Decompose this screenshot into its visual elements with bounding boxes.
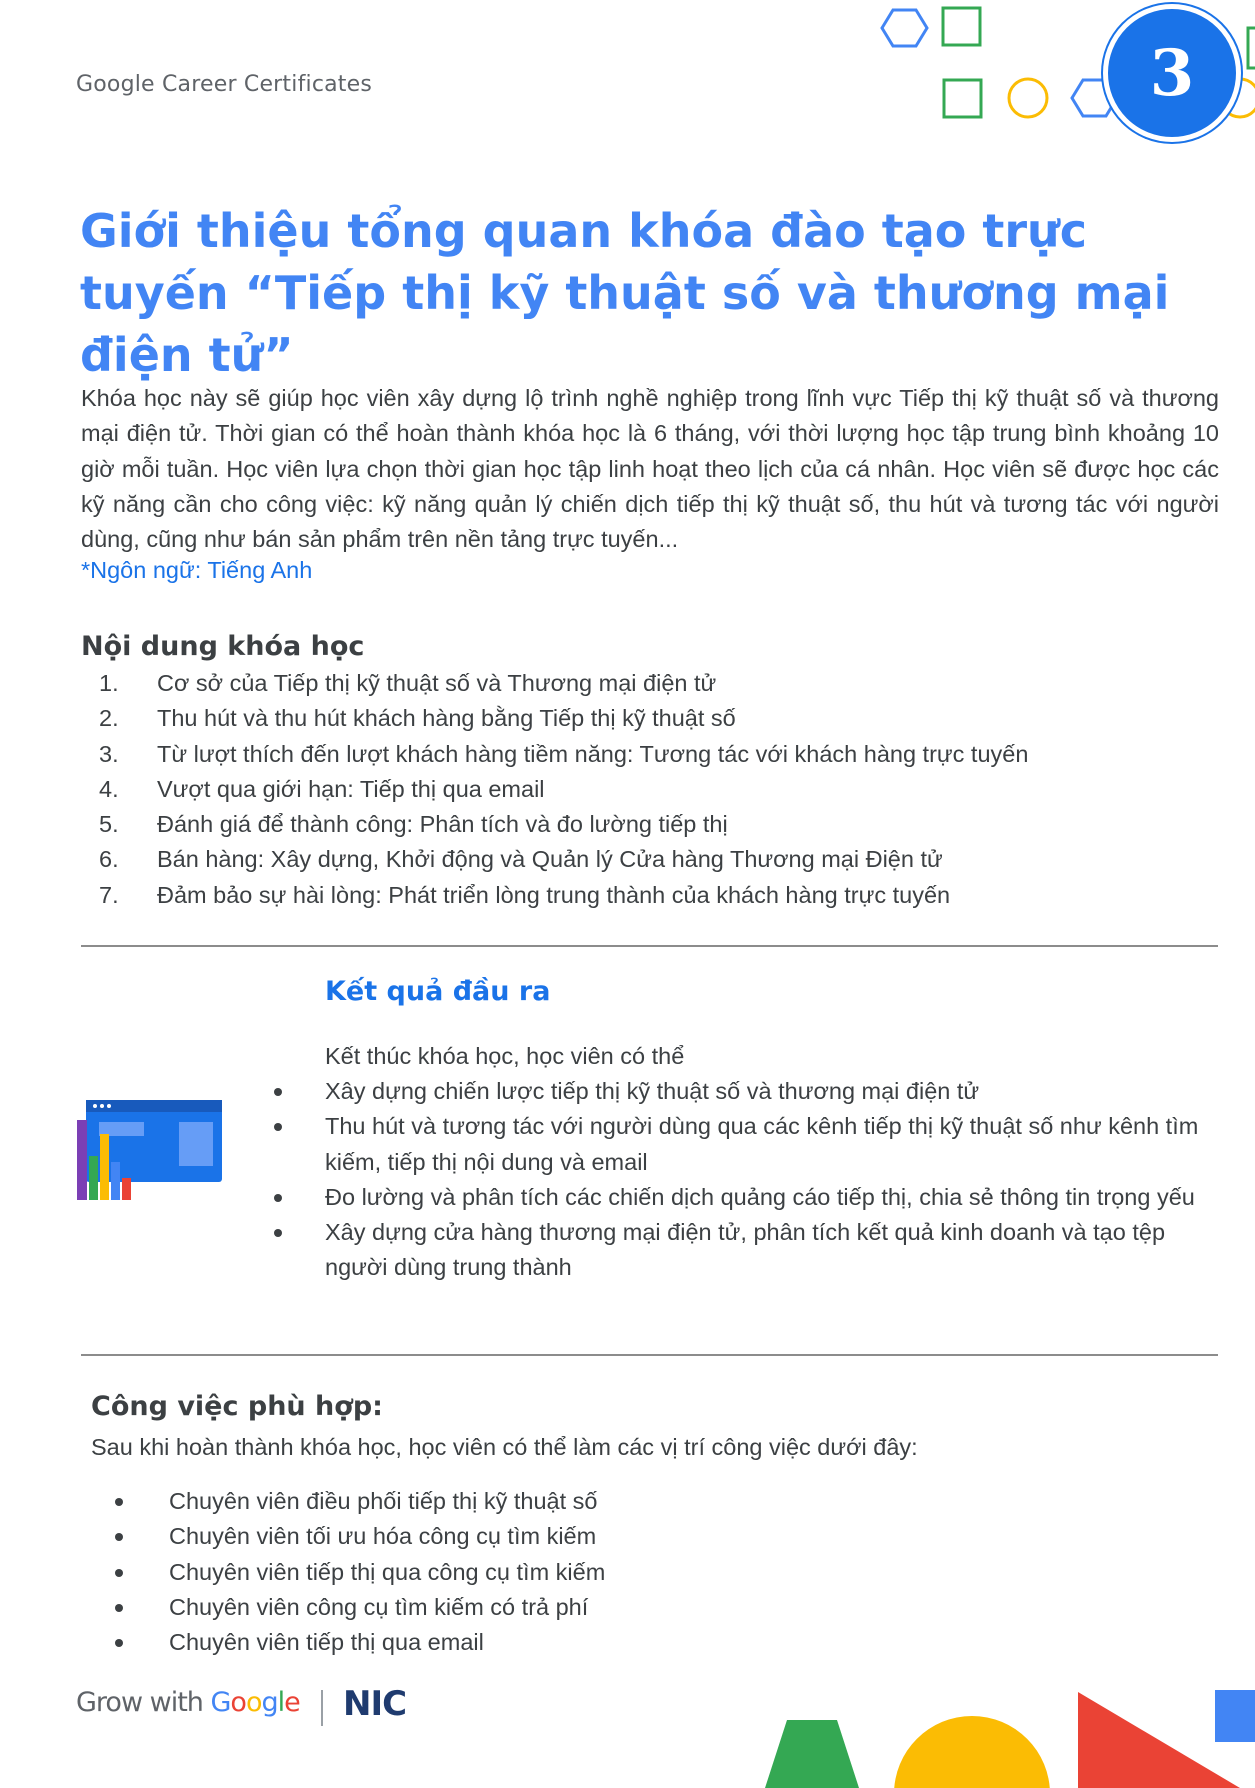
circle-shape (894, 1716, 1050, 1788)
intro-paragraph: Khóa học này sẽ giúp học viên xây dựng lộ trình nghề nghiệp trong lĩnh vực Tiếp thị kỹ thuật số và thương mại điện tử. Thời gian có thể hoàn thành khóa học là 6 tháng, với thời lượng học tập trung bình khoảng 10 giờ mỗi tuần. Học viên lựa chọn thời gian học tập linh hoạt theo lịch của cá nhân. Học viên sẽ được học các kỹ năng cần cho công việc: kỹ năng quản lý chiến dịch tiếp thị kỹ thuật số, thu hút và tương tác với người dùng, cũng như bán sản phẩm trên nền tảng trực tuyến... (81, 385, 1219, 553)
list-item-text: Chuyên viên điều phối tiếp thị kỹ thuật số (169, 1488, 598, 1514)
list-item-text: Thu hút và tương tác với người dùng qua các kênh tiếp thị kỹ thuật số như kênh tìm kiếm, tiếp thị nội dung và email (325, 1113, 1199, 1175)
list-item-text: Xây dựng chiến lược tiếp thị kỹ thuật số và thương mại điện tử (325, 1078, 980, 1104)
list-number: 3. (99, 740, 119, 767)
square-shape (1248, 28, 1255, 68)
hexagon-shape (765, 1720, 859, 1788)
jobs-heading: Công việc phù hợp: (91, 1391, 383, 1422)
list-item-text: Chuyên viên tối ưu hóa công cụ tìm kiếm (169, 1523, 597, 1550)
logo-letter: g (261, 1687, 278, 1718)
list-number: 1. (99, 670, 119, 696)
list-number: 5. (99, 811, 119, 838)
outcomes-intro: Kết thúc khóa học, học viên có thể (325, 1043, 685, 1069)
jobs-intro: Sau khi hoàn thành khóa học, học viên có thể làm các vị trí công việc dưới đây: (91, 1434, 918, 1460)
bullet-icon (115, 1604, 123, 1612)
bullet-icon (274, 1088, 282, 1096)
logo-prefix: Grow with (76, 1687, 211, 1718)
list-item (110, 1484, 605, 1519)
bullet-icon (115, 1498, 123, 1506)
page-title: Giới thiệu tổng quan khóa đào tạo trực tuyến “Tiếp thị kỹ thuật số và thương mại điện tử” (80, 204, 1170, 382)
outcomes-list (270, 1074, 1200, 1286)
list-item-text: Vượt qua giới hạn: Tiếp thị qua email (157, 775, 545, 802)
list-item (110, 1519, 605, 1554)
list-item-text: Chuyên viên công cụ tìm kiếm có trả phí (169, 1593, 589, 1620)
list-item (110, 1555, 605, 1590)
list-item (81, 842, 1028, 877)
list-number: 7. (99, 881, 119, 908)
course-content-heading: Nội dung khóa học (81, 631, 365, 662)
bullet-icon (274, 1194, 282, 1202)
bullet-icon (274, 1229, 282, 1237)
list-item (81, 737, 1028, 772)
dashboard-chart-icon (75, 1100, 227, 1204)
decorative-shapes-bottom (740, 1660, 1255, 1788)
logo-letter: o (245, 1687, 262, 1718)
course-content-list (81, 666, 1028, 913)
list-item-text: Đánh giá để thành công: Phân tích và đo lường tiếp thị (157, 811, 728, 838)
hexagon-shape (882, 10, 927, 46)
list-item (270, 1074, 1200, 1109)
list-item (81, 666, 1028, 701)
logo-letter: e (284, 1687, 300, 1718)
list-item-text: Chuyên viên tiếp thị qua công cụ tìm kiếm (169, 1558, 606, 1585)
list-item (81, 701, 1028, 736)
list-item-text: Đo lường và phân tích các chiến dịch quảng cáo tiếp thị, chia sẻ thông tin trọng yếu (325, 1183, 1195, 1210)
section-divider (81, 945, 1218, 947)
grow-with-google-logo (76, 1687, 300, 1718)
square-shape (944, 80, 981, 117)
bullet-icon (274, 1123, 282, 1131)
list-item (81, 772, 1028, 807)
list-item (110, 1625, 605, 1660)
list-item (81, 878, 1028, 913)
list-item-text: Cơ sở của Tiếp thị kỹ thuật số và Thương mại điện tử (157, 670, 717, 696)
list-item-text: Đảm bảo sự hài lòng: Phát triển lòng trung thành của khách hàng trực tuyến (157, 881, 951, 908)
circle-shape (1009, 79, 1047, 117)
list-item (110, 1590, 605, 1625)
brand-label: Google Career Certificates (76, 72, 373, 97)
jobs-list (110, 1484, 605, 1660)
nic-logo: NIC (343, 1684, 407, 1724)
square-shape (1215, 1690, 1255, 1742)
list-item-text: Thu hút và thu hút khách hàng bằng Tiếp thị kỹ thuật số (157, 705, 736, 732)
logo-letter: o (230, 1687, 246, 1718)
language-note: *Ngôn ngữ: Tiếng Anh (81, 557, 313, 583)
list-item (270, 1180, 1200, 1215)
list-number: 6. (99, 846, 119, 873)
list-item-text: Từ lượt thích đến lượt khách hàng tiềm năng: Tương tác với khách hàng trực tuyến (157, 740, 1029, 767)
bullet-icon (115, 1533, 123, 1541)
list-item-text: Chuyên viên tiếp thị qua email (169, 1629, 484, 1656)
logo-letter: G (210, 1687, 231, 1718)
logo-letter: l (277, 1687, 285, 1718)
list-item (270, 1109, 1200, 1180)
outcomes-heading: Kết quả đầu ra (325, 976, 551, 1007)
list-item (270, 1215, 1200, 1286)
list-item-text: Xây dựng cửa hàng thương mại điện tử, phân tích kết quả kinh doanh và tạo tệp người dùng trung thành (325, 1219, 1166, 1281)
list-number: 4. (99, 775, 119, 802)
section-divider (81, 1354, 1218, 1356)
list-number: 2. (99, 705, 119, 732)
square-shape (943, 8, 980, 45)
bullet-icon (115, 1569, 123, 1577)
footer-separator (321, 1690, 323, 1726)
page-number-badge: 3 (1103, 4, 1241, 142)
bullet-icon (115, 1639, 123, 1647)
list-item-text: Bán hàng: Xây dựng, Khởi động và Quản lý Cửa hàng Thương mại Điện tử (157, 846, 943, 873)
list-item (81, 807, 1028, 842)
